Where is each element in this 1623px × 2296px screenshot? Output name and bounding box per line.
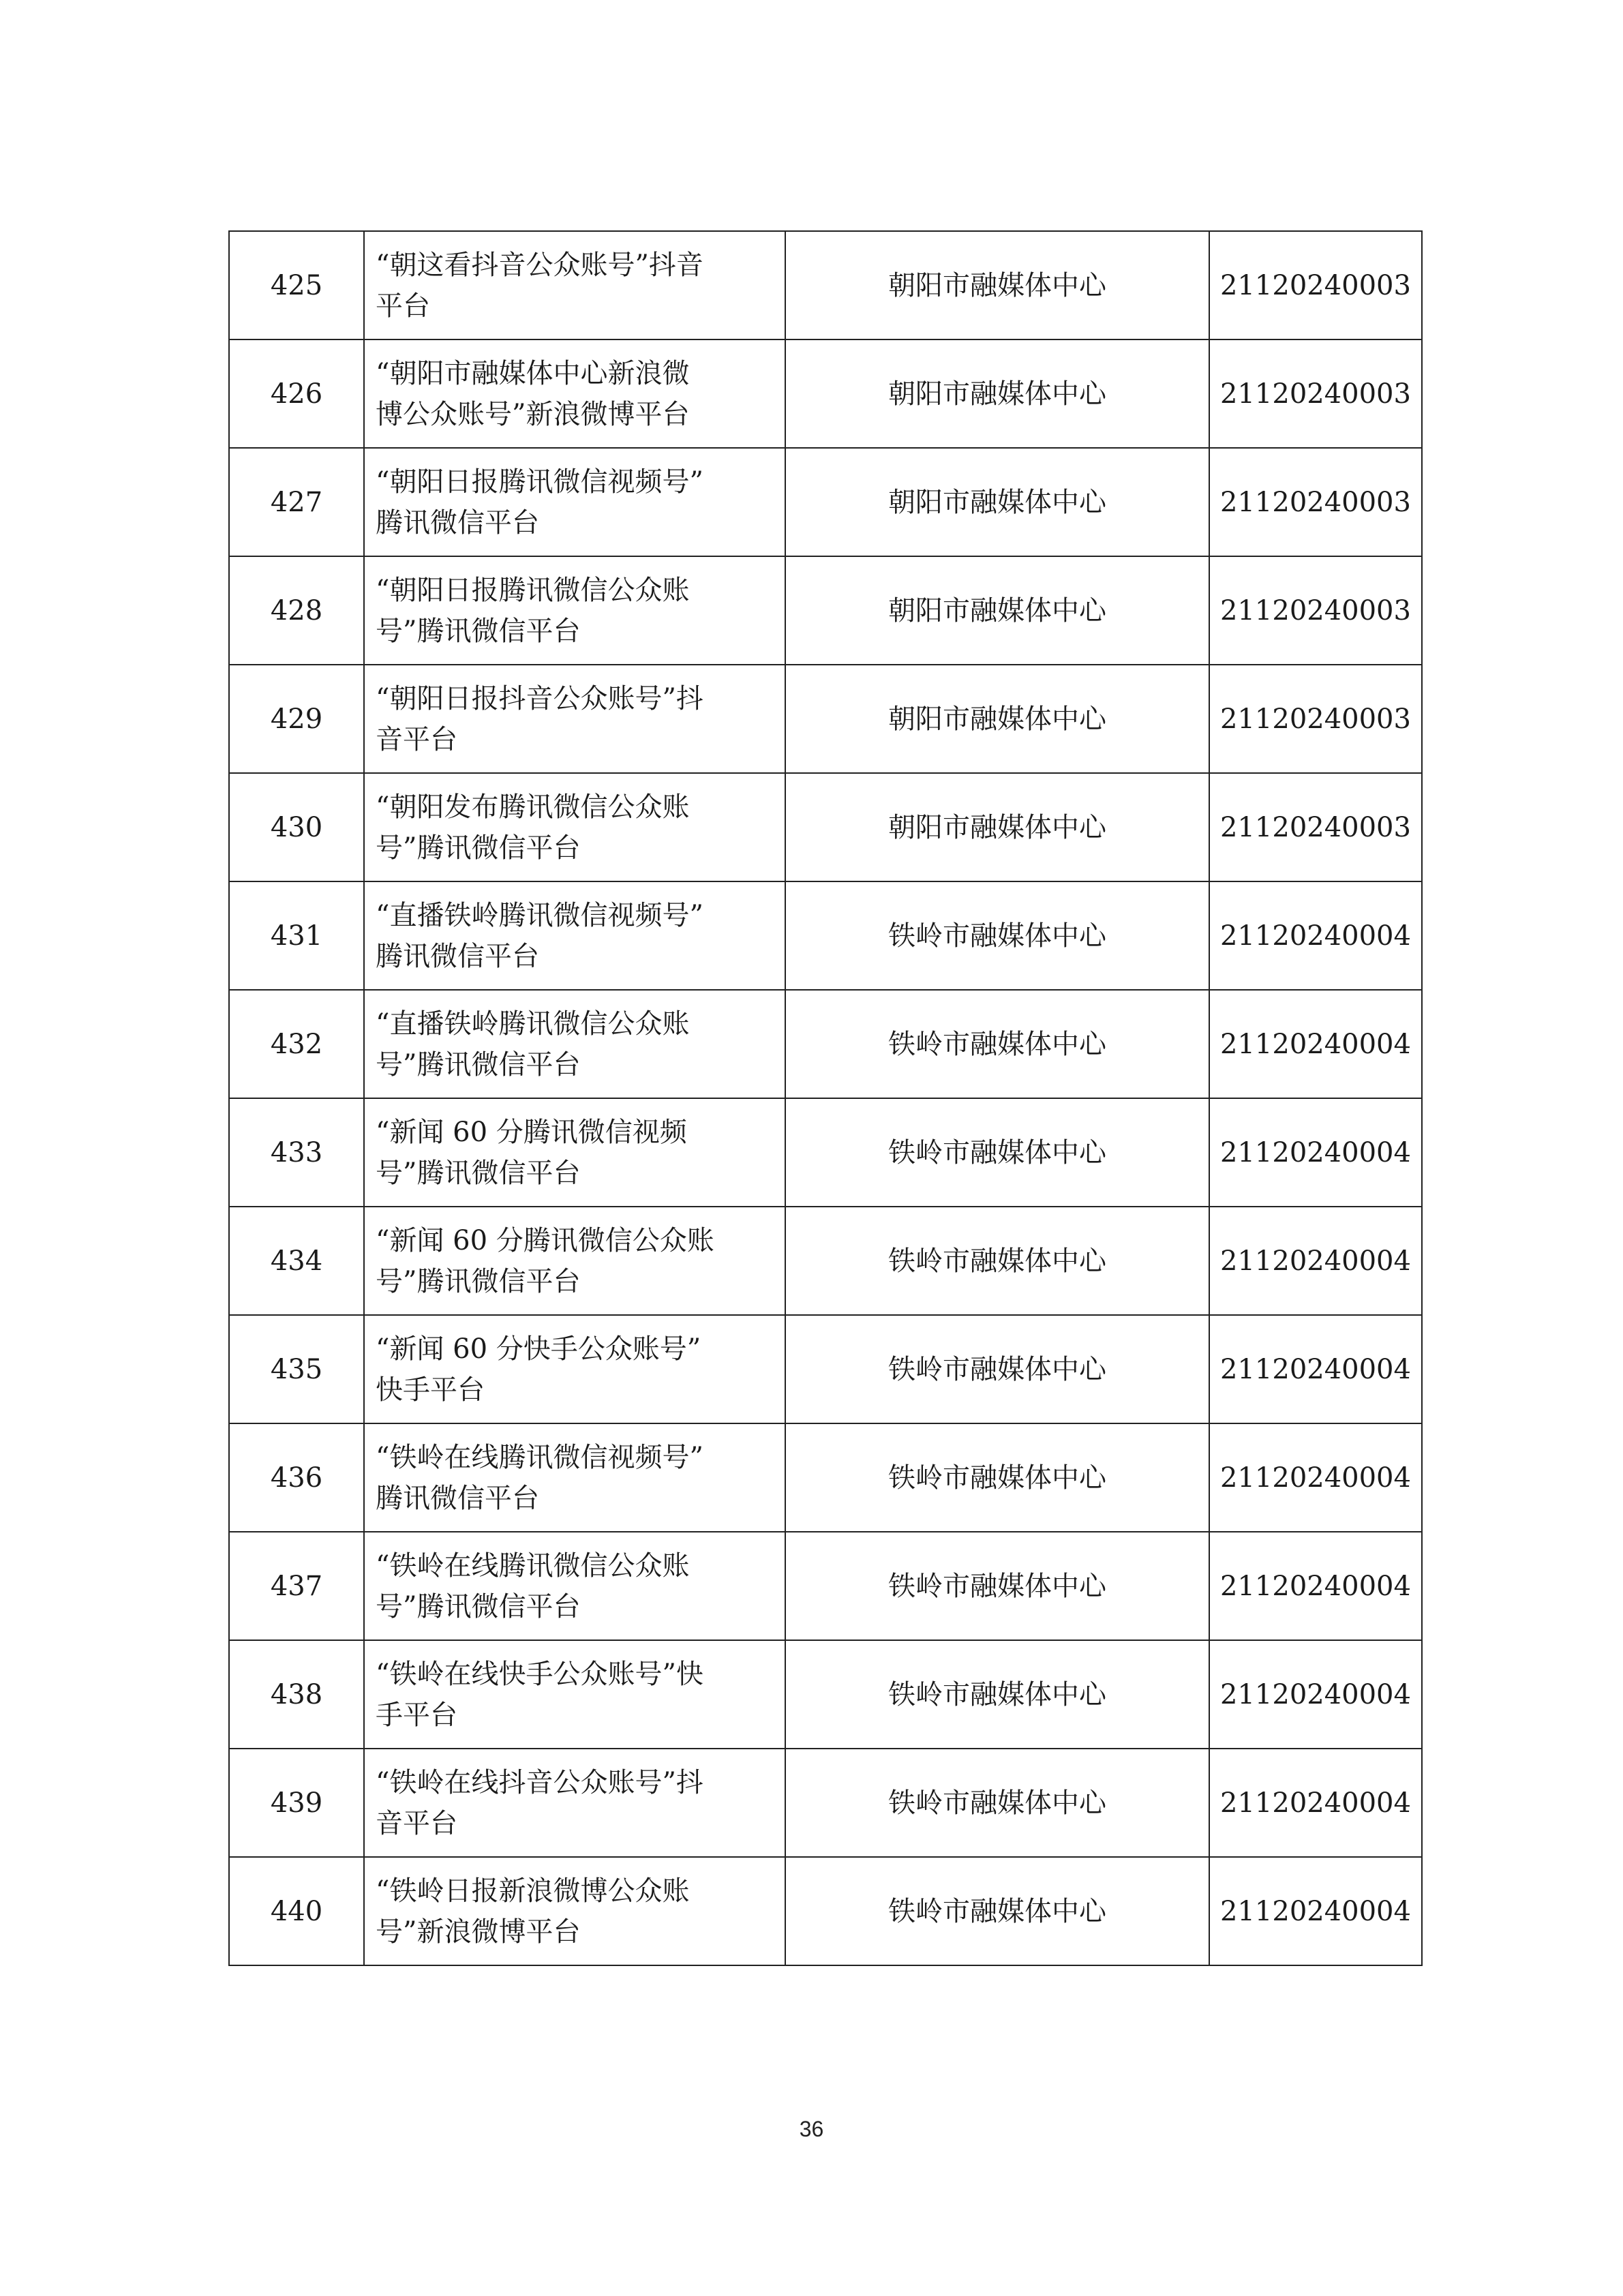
- organization-cell: 铁岭市融媒体中心: [785, 1857, 1209, 1965]
- account-name-line-2: 腾讯微信平台: [376, 507, 539, 539]
- account-name-cell: [364, 1098, 785, 1207]
- organization-cell: 朝阳市融媒体中心: [785, 231, 1209, 339]
- account-name-cell: [364, 1532, 785, 1640]
- license-code-cell: 21120240004: [1209, 1749, 1422, 1857]
- row-number-cell: 437: [229, 1532, 364, 1640]
- account-name-line-1: “朝阳日报腾讯微信视频号”: [376, 466, 703, 498]
- account-name-line-2: 平台: [376, 290, 430, 322]
- account-name-line-2: 号”腾讯微信平台: [376, 1048, 581, 1081]
- account-name-cell: [364, 881, 785, 990]
- account-name-line-2: 腾讯微信平台: [376, 1482, 539, 1514]
- table-row: [229, 881, 1422, 990]
- table-row: [229, 1315, 1422, 1423]
- license-code-cell: 21120240004: [1209, 990, 1422, 1098]
- account-name-cell: [364, 231, 785, 339]
- organization-cell: 朝阳市融媒体中心: [785, 773, 1209, 881]
- row-number-cell: 435: [229, 1315, 364, 1423]
- organization-cell: 朝阳市融媒体中心: [785, 665, 1209, 773]
- license-code-cell: 21120240004: [1209, 1315, 1422, 1423]
- license-code-cell: 21120240004: [1209, 1423, 1422, 1532]
- table-row: [229, 448, 1422, 556]
- organization-cell: 铁岭市融媒体中心: [785, 1098, 1209, 1207]
- account-name-line-2: 号”新浪微博平台: [376, 1916, 581, 1948]
- license-code-cell: 21120240004: [1209, 1532, 1422, 1640]
- table-row: [229, 1640, 1422, 1749]
- account-name-cell: [364, 1749, 785, 1857]
- account-name-line-1: “直播铁岭腾讯微信视频号”: [376, 899, 703, 931]
- account-name-line-1: “铁岭在线腾讯微信视频号”: [376, 1441, 703, 1473]
- table-row: [229, 773, 1422, 881]
- account-name-line-2: 号”腾讯微信平台: [376, 1157, 581, 1189]
- page-number: 36: [799, 2117, 824, 2141]
- account-name-line-2: 号”腾讯微信平台: [376, 1590, 581, 1622]
- account-name-cell: [364, 990, 785, 1098]
- table-row: [229, 339, 1422, 448]
- account-name-cell: [364, 556, 785, 665]
- organization-cell: 铁岭市融媒体中心: [785, 1423, 1209, 1532]
- account-name-cell: [364, 339, 785, 448]
- table-row: [229, 1207, 1422, 1315]
- row-number-cell: 438: [229, 1640, 364, 1749]
- table-row: [229, 990, 1422, 1098]
- account-name-line-2: 号”腾讯微信平台: [376, 1265, 581, 1297]
- license-code-cell: 21120240003: [1209, 665, 1422, 773]
- license-code-cell: 21120240003: [1209, 339, 1422, 448]
- organization-cell: 铁岭市融媒体中心: [785, 1207, 1209, 1315]
- row-number-cell: 428: [229, 556, 364, 665]
- table-row: [229, 665, 1422, 773]
- row-number-cell: 432: [229, 990, 364, 1098]
- organization-cell: 铁岭市融媒体中心: [785, 881, 1209, 990]
- license-code-cell: 21120240004: [1209, 1207, 1422, 1315]
- table-row: [229, 1423, 1422, 1532]
- registry-table-body: [229, 231, 1422, 1965]
- account-name-line-1: “铁岭在线快手公众账号”快: [376, 1658, 703, 1690]
- organization-cell: 铁岭市融媒体中心: [785, 1532, 1209, 1640]
- account-name-cell: [364, 1857, 785, 1965]
- row-number-cell: 425: [229, 231, 364, 339]
- account-name-line-2: 号”腾讯微信平台: [376, 832, 581, 864]
- account-name-cell: [364, 1640, 785, 1749]
- account-name-cell: [364, 448, 785, 556]
- account-name-line-2: 号”腾讯微信平台: [376, 615, 581, 647]
- table-row: [229, 1749, 1422, 1857]
- table-row: [229, 1857, 1422, 1965]
- account-name-line-1: “朝阳日报抖音公众账号”抖: [376, 682, 703, 714]
- account-name-line-2: 音平台: [376, 1807, 457, 1839]
- account-name-cell: [364, 773, 785, 881]
- row-number-cell: 434: [229, 1207, 364, 1315]
- account-name-cell: [364, 1423, 785, 1532]
- organization-cell: 朝阳市融媒体中心: [785, 556, 1209, 665]
- registry-table: [228, 230, 1423, 1966]
- account-name-line-2: 音平台: [376, 723, 457, 755]
- row-number-cell: 431: [229, 881, 364, 990]
- account-name-line-2: 腾讯微信平台: [376, 940, 539, 972]
- account-name-line-1: “朝阳发布腾讯微信公众账: [376, 791, 690, 823]
- license-code-cell: 21120240003: [1209, 231, 1422, 339]
- license-code-cell: 21120240004: [1209, 1098, 1422, 1207]
- account-name-line-1: “直播铁岭腾讯微信公众账: [376, 1008, 690, 1040]
- row-number-cell: 429: [229, 665, 364, 773]
- row-number-cell: 433: [229, 1098, 364, 1207]
- license-code-cell: 21120240004: [1209, 881, 1422, 990]
- license-code-cell: 21120240003: [1209, 448, 1422, 556]
- organization-cell: 铁岭市融媒体中心: [785, 990, 1209, 1098]
- row-number-cell: 426: [229, 339, 364, 448]
- account-name-line-1: “朝这看抖音公众账号”抖音: [376, 249, 703, 281]
- license-code-cell: 21120240003: [1209, 556, 1422, 665]
- account-name-line-1: “新闻 60 分快手公众账号”: [376, 1333, 701, 1365]
- account-name-cell: [364, 1315, 785, 1423]
- account-name-line-2: 快手平台: [376, 1374, 485, 1406]
- organization-cell: 铁岭市融媒体中心: [785, 1640, 1209, 1749]
- account-name-line-1: “新闻 60 分腾讯微信公众账: [376, 1224, 714, 1256]
- row-number-cell: 427: [229, 448, 364, 556]
- account-name-cell: [364, 1207, 785, 1315]
- account-name-cell: [364, 665, 785, 773]
- row-number-cell: 439: [229, 1749, 364, 1857]
- account-name-line-2: 手平台: [376, 1699, 457, 1731]
- table-row: [229, 1532, 1422, 1640]
- license-code-cell: 21120240004: [1209, 1857, 1422, 1965]
- organization-cell: 铁岭市融媒体中心: [785, 1749, 1209, 1857]
- table-row: [229, 1098, 1422, 1207]
- account-name-line-2: 博公众账号”新浪微博平台: [376, 398, 690, 430]
- organization-cell: 朝阳市融媒体中心: [785, 448, 1209, 556]
- license-code-cell: 21120240003: [1209, 773, 1422, 881]
- row-number-cell: 436: [229, 1423, 364, 1532]
- row-number-cell: 440: [229, 1857, 364, 1965]
- account-name-line-1: “铁岭在线抖音公众账号”抖: [376, 1766, 703, 1798]
- table-row: [229, 556, 1422, 665]
- table-row: [229, 231, 1422, 339]
- row-number-cell: 430: [229, 773, 364, 881]
- account-name-line-1: “铁岭在线腾讯微信公众账: [376, 1550, 690, 1582]
- license-code-cell: 21120240004: [1209, 1640, 1422, 1749]
- account-name-line-1: “朝阳日报腾讯微信公众账: [376, 574, 690, 606]
- account-name-line-1: “新闻 60 分腾讯微信视频: [376, 1116, 687, 1148]
- organization-cell: 铁岭市融媒体中心: [785, 1315, 1209, 1423]
- account-name-line-1: “铁岭日报新浪微博公众账: [376, 1875, 690, 1907]
- organization-cell: 朝阳市融媒体中心: [785, 339, 1209, 448]
- account-name-line-1: “朝阳市融媒体中心新浪微: [376, 357, 690, 389]
